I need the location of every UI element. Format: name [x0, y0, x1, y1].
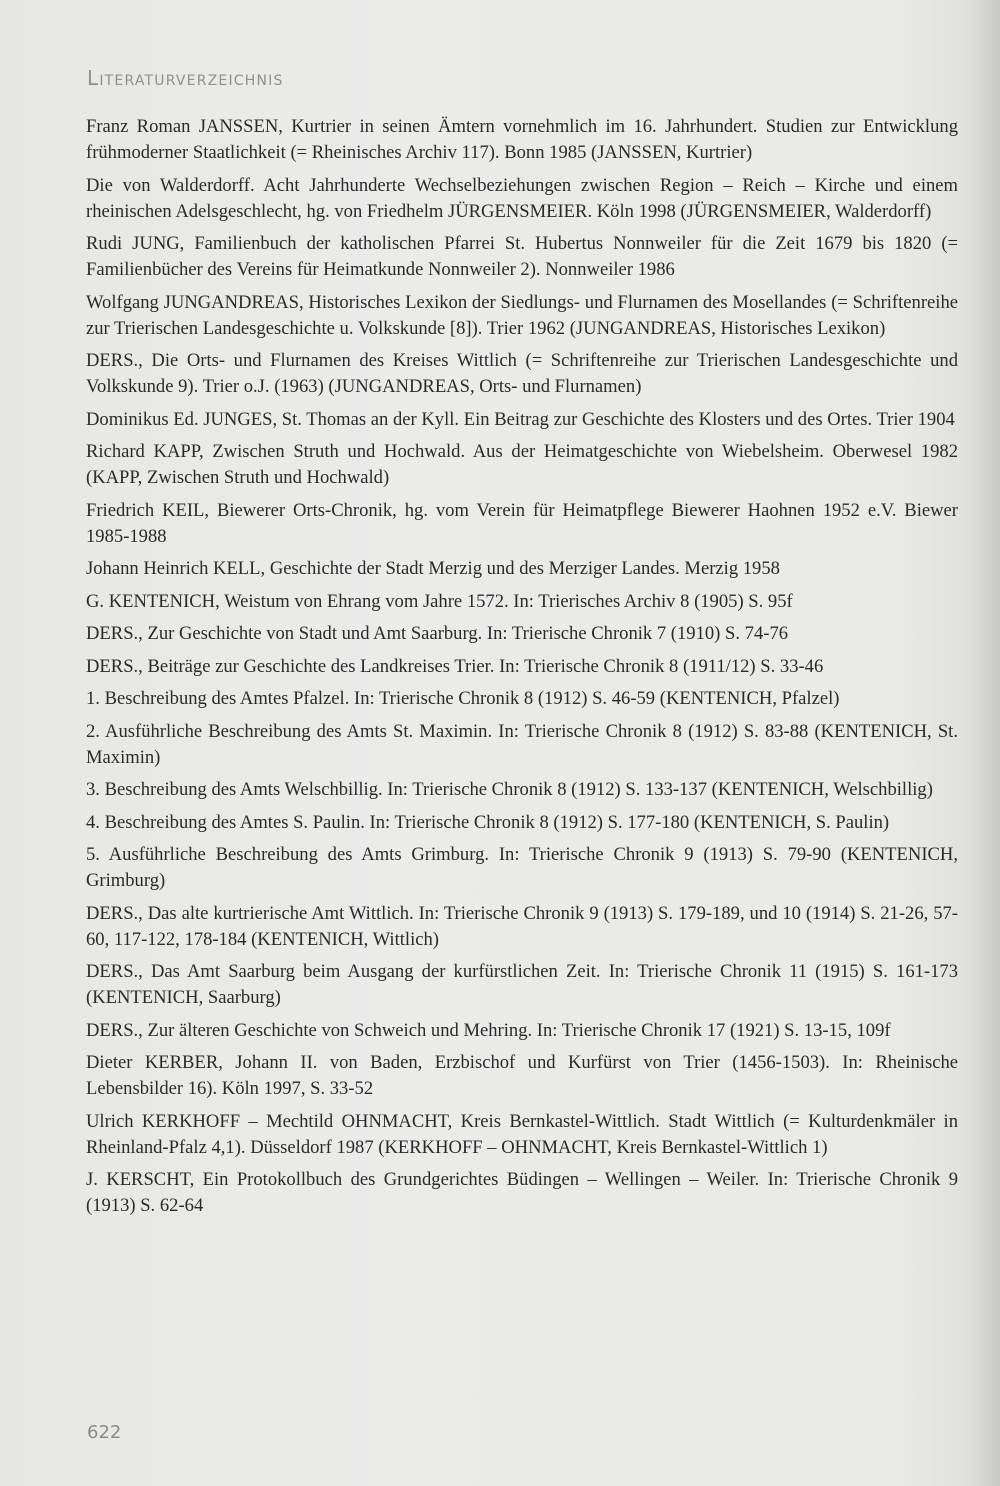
bibliography-entry: J. KERSCHT, Ein Protokollbuch des Grundgerichtes Büdingen – Wellingen – Weiler. In: Trierische Chronik 9 (1913) S. 62-64	[86, 1169, 958, 1216]
bibliography-entry: DERS., Beiträge zur Geschichte des Landkreises Trier. In: Trierische Chronik 8 (1911/12) S. 33-46	[86, 655, 824, 677]
bibliography-entry: Franz Roman JANSSEN, Kurtrier in seinen Ämtern vornehmlich im 16. Jahrhundert. Studien zur Entwicklung frühmoderner Staatlichkeit (= Rheinisches Archiv 117). Bonn 1985 (JANSSEN, Kurtrier)	[86, 116, 958, 163]
bibliography-entry: Friedrich KEIL, Biewerer Orts-Chronik, hg. vom Verein für Heimatpflege Biewerer Haohnen 1952 e.V. Biewer 1985-1988	[86, 499, 958, 547]
bibliography-entry: Dominikus Ed. JUNGES, St. Thomas an der Kyll. Ein Beitrag zur Geschichte des Klosters und des Ortes. Trier 1904	[86, 408, 955, 430]
page-gutter-shadow	[966, 0, 1000, 1486]
bibliography-entry: G. KENTENICH, Weistum von Ehrang vom Jahre 1572. In: Trierisches Archiv 8 (1905) S. 95f	[86, 590, 793, 612]
running-head: Literaturverzeichnis	[87, 66, 284, 90]
bibliography-entry: Wolfgang JUNGANDREAS, Historisches Lexikon der Siedlungs- und Flurnamen des Mosellandes (= Schriftenreihe zur Trierischen Landesgeschichte u. Volkskunde [8]). Trier 1962 (JUNGANDREAS, Historisches Lexikon)	[86, 291, 958, 339]
page-number: 622	[87, 1422, 122, 1443]
bibliography-entry: Ulrich KERKHOFF – Mechtild OHNMACHT, Kreis Bernkastel-Wittlich. Stadt Wittlich (= Kulturdenkmäler in Rheinland-Pfalz 4,1). Düsseldorf 1987 (KERKHOFF – OHNMACHT, Kreis Bernkastel-Wittlich 1)	[86, 1110, 958, 1158]
bibliography-list	[86, 114, 958, 1226]
bibliography-entry: DERS., Das Amt Saarburg beim Ausgang der kurfürstlichen Zeit. In: Trierische Chronik 11 (1915) S. 161-173 (KENTENICH, Saarburg)	[86, 961, 958, 1008]
bibliography-entry: 2. Ausführliche Beschreibung des Amts St. Maximin. In: Trierische Chronik 8 (1912) S. 83-88 (KENTENICH, St. Maximin)	[86, 720, 958, 768]
bibliography-entry: Die von Walderdorff. Acht Jahrhunderte Wechselbeziehungen zwischen Region – Reich – Kirche und einem rheinischen Adelsgeschlecht, hg. von Friedhelm JÜRGENSMEIER. Köln 1998 (JÜRGENSMEIER, Walderdorff)	[86, 174, 958, 222]
bibliography-entry: Richard KAPP, Zwischen Struth und Hochwald. Aus der Heimatgeschichte von Wiebelsheim. Oberwesel 1982 (KAPP, Zwischen Struth und Hochwald)	[86, 441, 958, 488]
bibliography-entry: Johann Heinrich KELL, Geschichte der Stadt Merzig und des Merziger Landes. Merzig 1958	[86, 558, 780, 579]
bibliography-entry: DERS., Zur Geschichte von Stadt und Amt Saarburg. In: Trierische Chronik 7 (1910) S. 74-76	[86, 623, 789, 644]
bibliography-entry: Rudi JUNG, Familienbuch der katholischen Pfarrei St. Hubertus Nonnweiler für die Zeit 1679 bis 1820 (= Familienbücher des Vereins für Heimatkunde Nonnweiler 2). Nonnweiler 1986	[86, 233, 958, 280]
bibliography-entry: 3. Beschreibung des Amts Welschbillig. In: Trierische Chronik 8 (1912) S. 133-137 (KENTENICH, Welschbillig)	[86, 779, 933, 800]
bibliography-entry: DERS., Zur älteren Geschichte von Schweich und Mehring. In: Trierische Chronik 17 (1921) S. 13-15, 109f	[86, 1019, 891, 1041]
bibliography-entry: DERS., Die Orts- und Flurnamen des Kreises Wittlich (= Schriftenreihe zur Trierischen Landesgeschichte und Volkskunde 9). Trier o.J. (1963) (JUNGANDREAS, Orts- und Flurnamen)	[86, 350, 958, 397]
bibliography-entry: 5. Ausführliche Beschreibung des Amts Grimburg. In: Trierische Chronik 9 (1913) S. 79-90 (KENTENICH, Grimburg)	[86, 844, 958, 891]
bibliography-entry: DERS., Das alte kurtrierische Amt Wittlich. In: Trierische Chronik 9 (1913) S. 179-189, und 10 (1914) S. 21-26, 57-60, 117-122, 178-184 (KENTENICH, Wittlich)	[86, 902, 958, 950]
bibliography-entry: 4. Beschreibung des Amtes S. Paulin. In: Trierische Chronik 8 (1912) S. 177-180 (KENTENICH, S. Paulin)	[86, 811, 890, 833]
bibliography-entry: Dieter KERBER, Johann II. von Baden, Erzbischof und Kurfürst von Trier (1456-1503). In: Rheinische Lebensbilder 16). Köln 1997, S. 33-52	[86, 1052, 958, 1099]
bibliography-entry: 1. Beschreibung des Amtes Pfalzel. In: Trierische Chronik 8 (1912) S. 46-59 (KENTENICH, Pfalzel)	[86, 688, 840, 709]
